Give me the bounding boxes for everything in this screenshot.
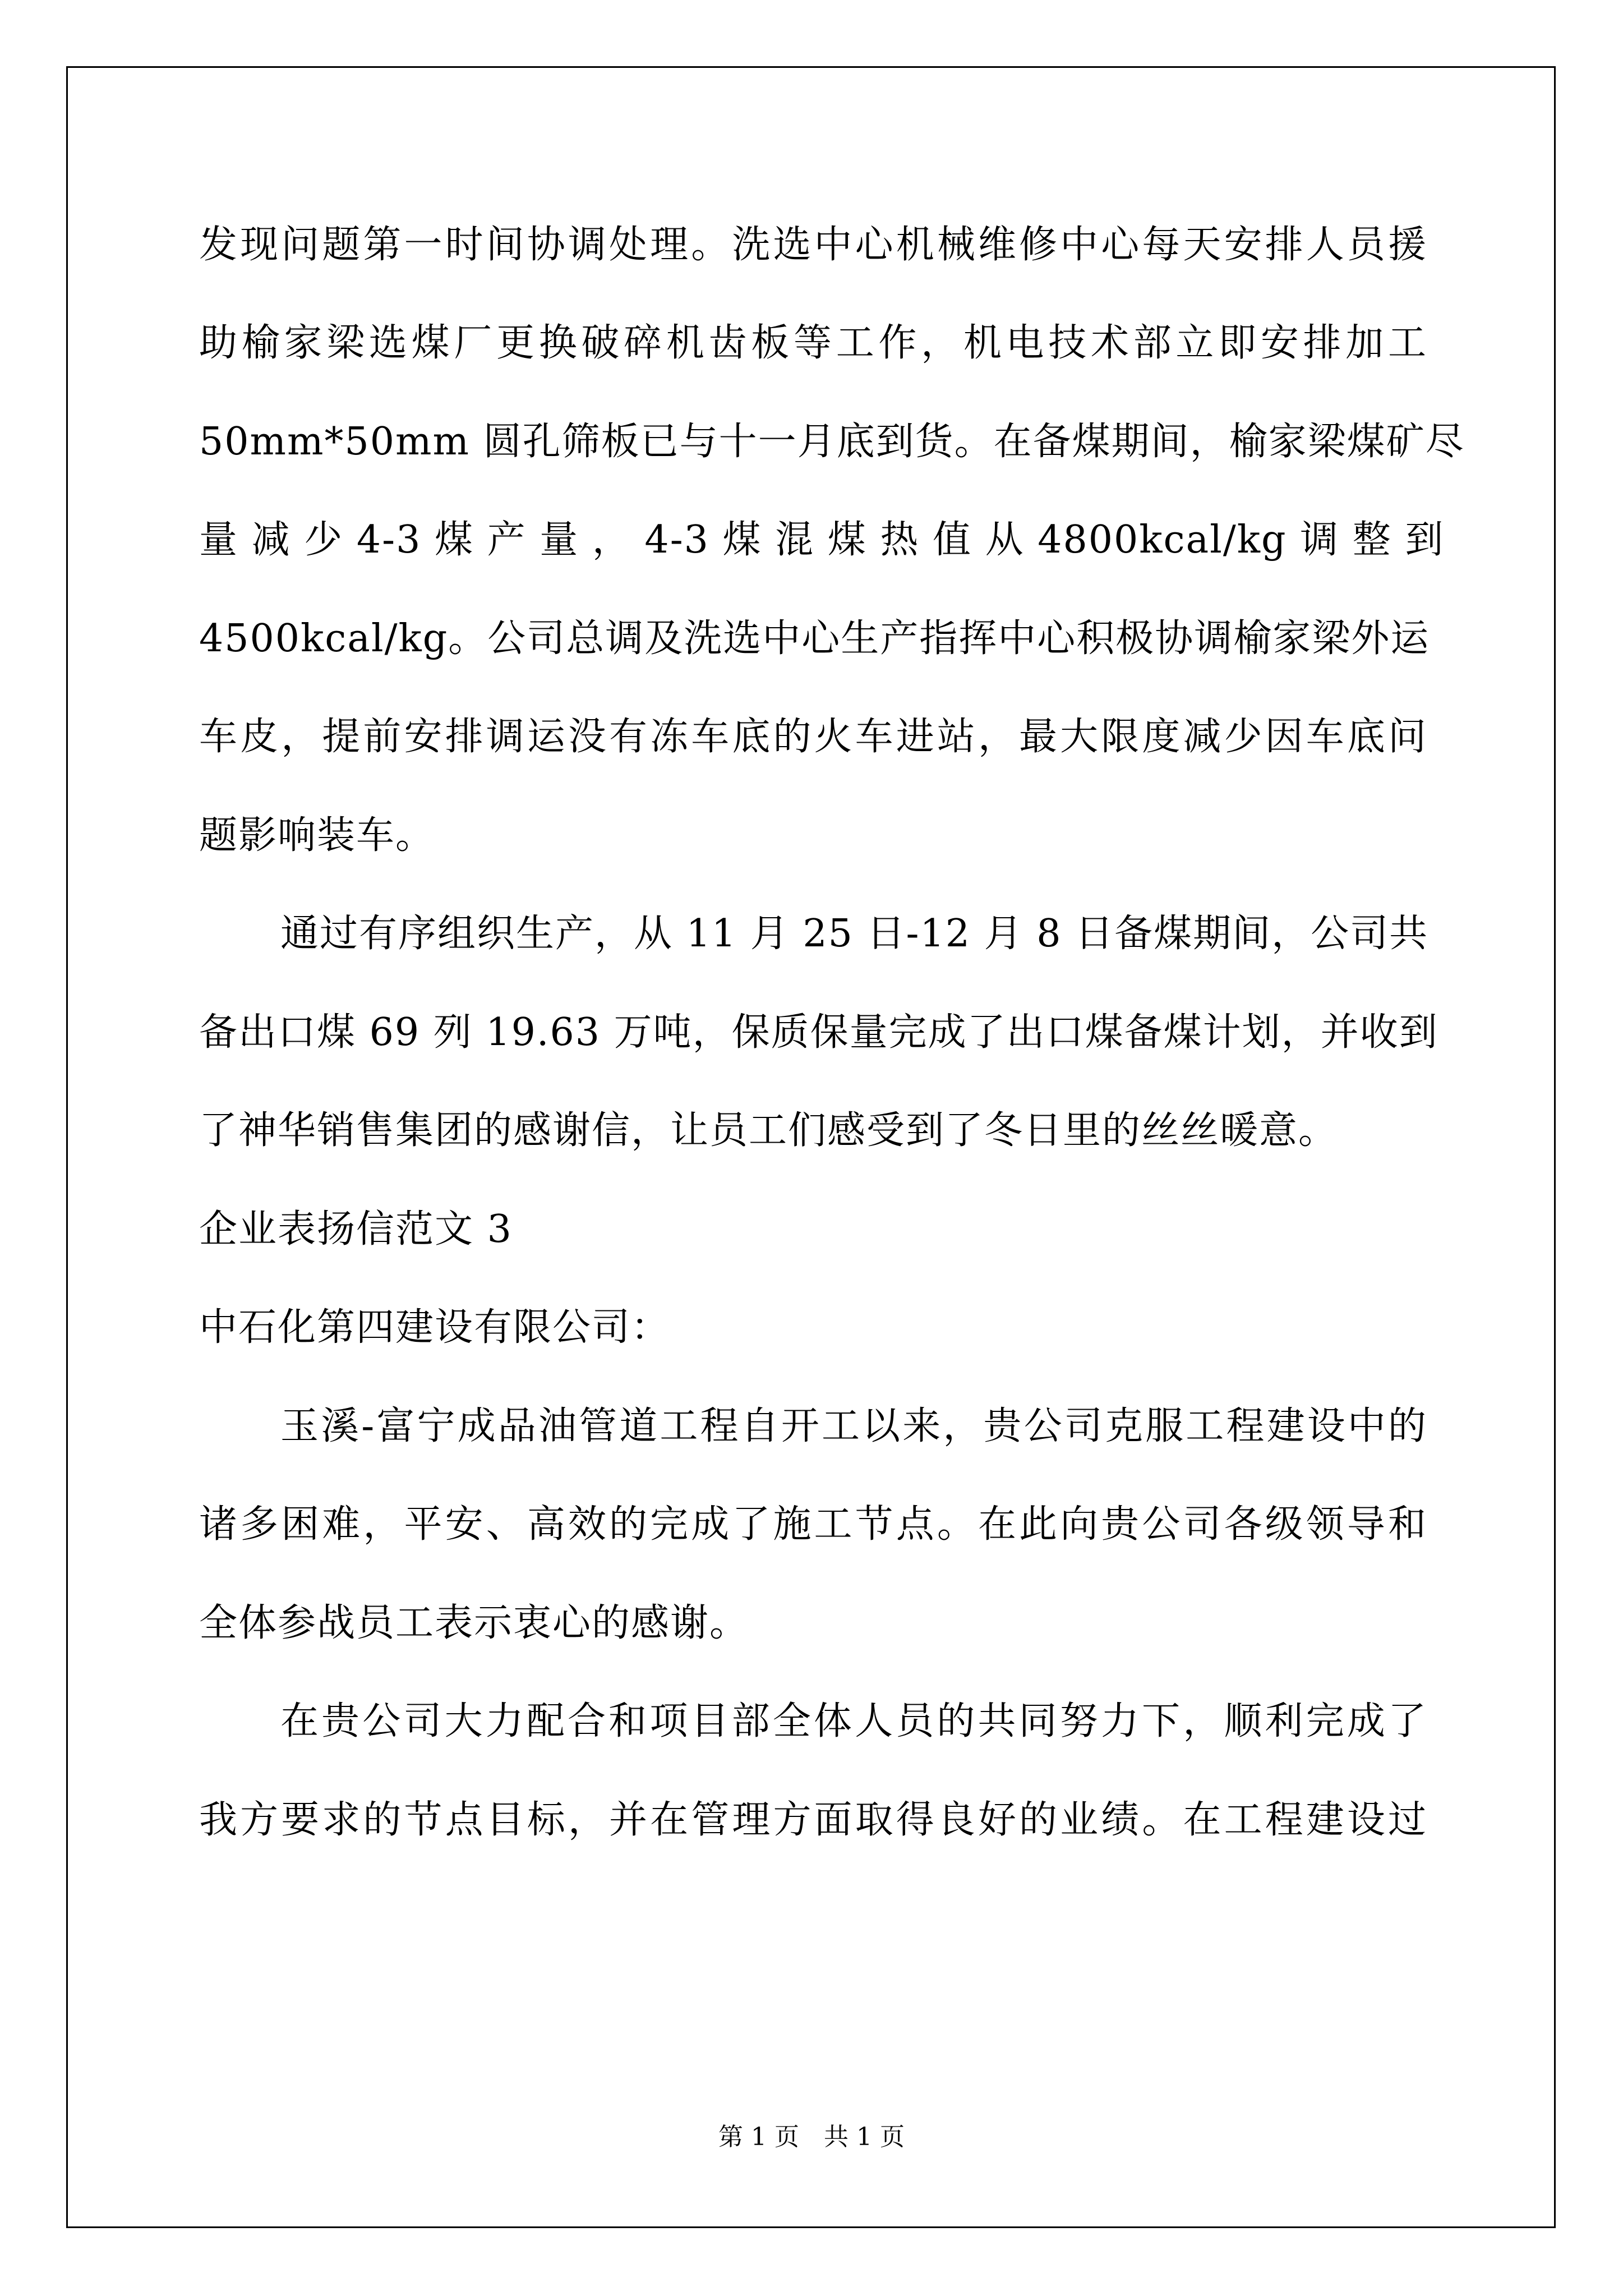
text-line: 50mm*50mm 圆孔筛板已与十一月底到货。在备煤期间，榆家梁煤矿尽 <box>199 420 1465 464</box>
text-line: 助榆家梁选煤厂更换破碎机齿板等工作，机电技术部立即安排加工 <box>199 321 1427 365</box>
paragraph-first-line: 通过有序组织生产，从 11 月 25 日-12 月 8 日备煤期间，公司共 <box>280 912 1429 956</box>
text-line: 备出口煤 69 列 19.63 万吨，保质保量完成了出口煤备煤计划，并收到 <box>199 1010 1438 1055</box>
text-line: 我方要求的节点目标，并在管理方面取得良好的业绩。在工程建设过 <box>199 1798 1427 1842</box>
paragraph-first-line: 玉溪-富宁成品油管道工程自开工以来，贵公司克服工程建设中的 <box>280 1404 1427 1448</box>
text-line: 题影响装车。 <box>199 813 435 858</box>
paragraph-first-line: 在贵公司大力配合和项目部全体人员的共同努力下，顺利完成了 <box>280 1699 1427 1743</box>
text-line: 全体参战员工表示衷心的感谢。 <box>199 1601 749 1645</box>
text-line: 量 减 少 4-3 煤 产 量 ， 4-3 煤 混 煤 热 值 从 4800kcal/kg 调 整 到 <box>199 518 1445 562</box>
text-line: 发现问题第一时间协调处理。洗选中心机械维修中心每天安排人员援 <box>199 223 1427 267</box>
text-line: 4500kcal/kg。公司总调及洗选中心生产指挥中心积极协调榆家梁外运 <box>199 616 1430 661</box>
salutation: 中石化第四建设有限公司： <box>199 1305 671 1350</box>
section-heading: 企业表扬信范文 3 <box>199 1207 513 1251</box>
page-number-footer: 第 1 页 共 1 页 <box>718 2123 905 2151</box>
text-line: 诸多困难，平安、高效的完成了施工节点。在此向贵公司各级领导和 <box>199 1502 1427 1547</box>
text-line: 车皮，提前安排调运没有冻车底的火车进站，最大限度减少因车底问 <box>199 715 1427 759</box>
text-line: 了神华销售集团的感谢信，让员工们感受到了冬日里的丝丝暖意。 <box>199 1108 1338 1153</box>
